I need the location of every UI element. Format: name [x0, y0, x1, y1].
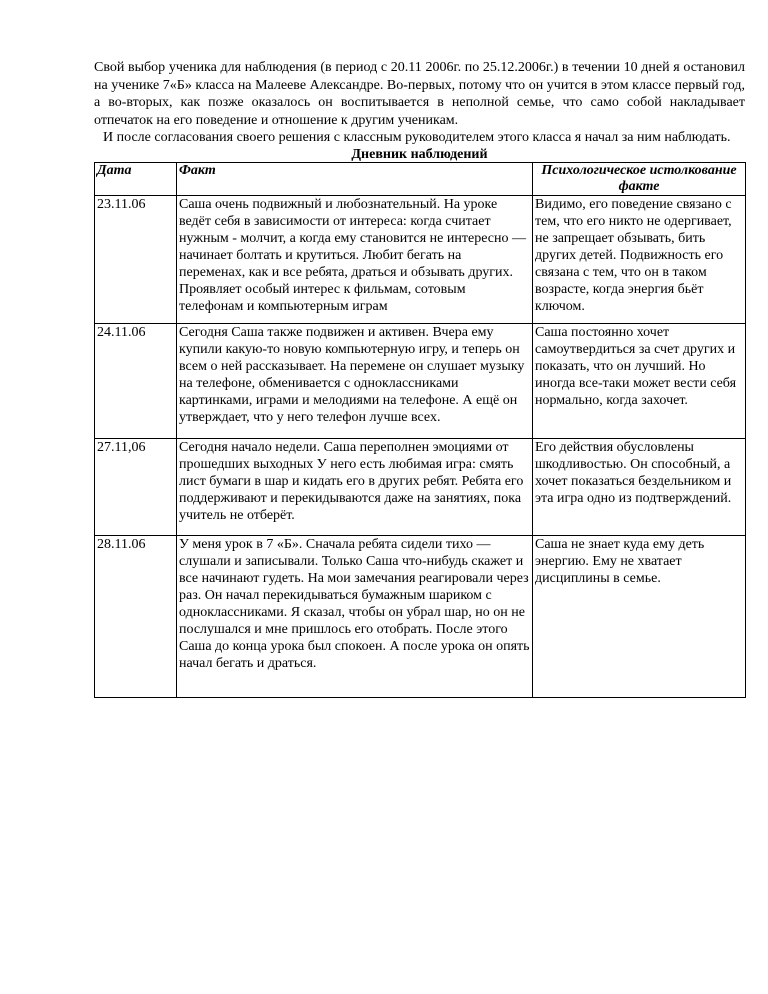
cell-interpretation: Саша постоянно хочет самоутвердиться за счет других и показать, что он лучший. Но иногда все-таки может вести себя нормально, когда захочет. [533, 323, 746, 438]
cell-interpretation: Его действия обусловлены шкодливостью. Он способный, а хочет показаться бездельником и эта игра одно из подтверждений. [533, 438, 746, 535]
cell-date: 24.11.06 [95, 323, 177, 438]
cell-fact: Саша очень подвижный и любознательный. На уроке ведёт себя в зависимости от интереса: когда считает нужным - молчит, а когда ему становится не интересно — начинает болтать и крутиться. Любит бегать на переменах, как и все ребята, драться и обзывать других. Проявляет особый интерес к фильмам, сотовым телефонам и компьютерным играм [177, 195, 533, 323]
cell-interpretation: Видимо, его поведение связано с тем, что его никто не одергивает, не запрещает обзывать, бить других детей. Подвижность его связана с тем, что он в таком возрасте, когда энергия бьёт ключом. [533, 195, 746, 323]
intro-paragraph-1: Свой выбор ученика для наблюдения (в период с 20.11 2006г. по 25.12.2006г.) в течении 10 дней я остановил на ученике 7«Б» класса на Малееве Александре. Во-первых, потому что он учится в этом классе первый год, а во-вторых, как позже оказалось он воспитывается в неполной семье, что само собой накладывает отпечаток на его поведение и отношение к другим ученикам. [94, 60, 745, 128]
cell-date: 27.11,06 [95, 438, 177, 535]
column-header-interpretation: Психологическое истолкование факте [533, 162, 746, 195]
cell-fact: Сегодня начало недели. Саша переполнен эмоциями от прошедших выходных У него есть любимая игра: смять лист бумаги в шар и кидать его в других ребят. Ребята его поддерживают и перекидываются даже на занятиях, пока учитель не отберёт. [177, 438, 533, 535]
column-header-date: Дата [95, 162, 177, 195]
table-header-row [95, 162, 746, 195]
table-title: Дневник наблюдений [351, 146, 488, 162]
cell-fact: Сегодня Саша также подвижен и активен. Вчера ему купили какую-то новую компьютерную игру, и теперь он всем о ней рассказывает. На перемене он слушает музыку на телефоне, обменивается с одноклассниками картинками, играми и мелодиями на телефоне. А ещё он утверждает, что у него телефон лучше всех. [177, 323, 533, 438]
table-row [95, 438, 746, 535]
cell-date: 23.11.06 [95, 195, 177, 323]
cell-interpretation: Саша не знает куда ему деть энергию. Ему не хватает дисциплины в семье. [533, 535, 746, 697]
cell-date: 28.11.06 [95, 535, 177, 697]
intro-paragraph-2: И после согласования своего решения с классным руководителем этого класса я начал за ним наблюдать. [103, 130, 731, 145]
table-row [95, 323, 746, 438]
observation-diary-table [94, 162, 746, 698]
table-row [95, 195, 746, 323]
table-row [95, 535, 746, 697]
cell-fact: У меня урок в 7 «Б». Сначала ребята сидели тихо — слушали и записывали. Только Саша что-нибудь скажет и все начинают гудеть. На мои замечания реагировали через раз. Он начал перекидываться бумажным шариком с одноклассниками. Я сказал, чтобы он убрал шар, но он не послушался и мне пришлось его отобрать. После этого Саша до конца урока был спокоен. А после урока он опять начал бегать и драться. [177, 535, 533, 697]
column-header-fact: Факт [177, 162, 533, 195]
